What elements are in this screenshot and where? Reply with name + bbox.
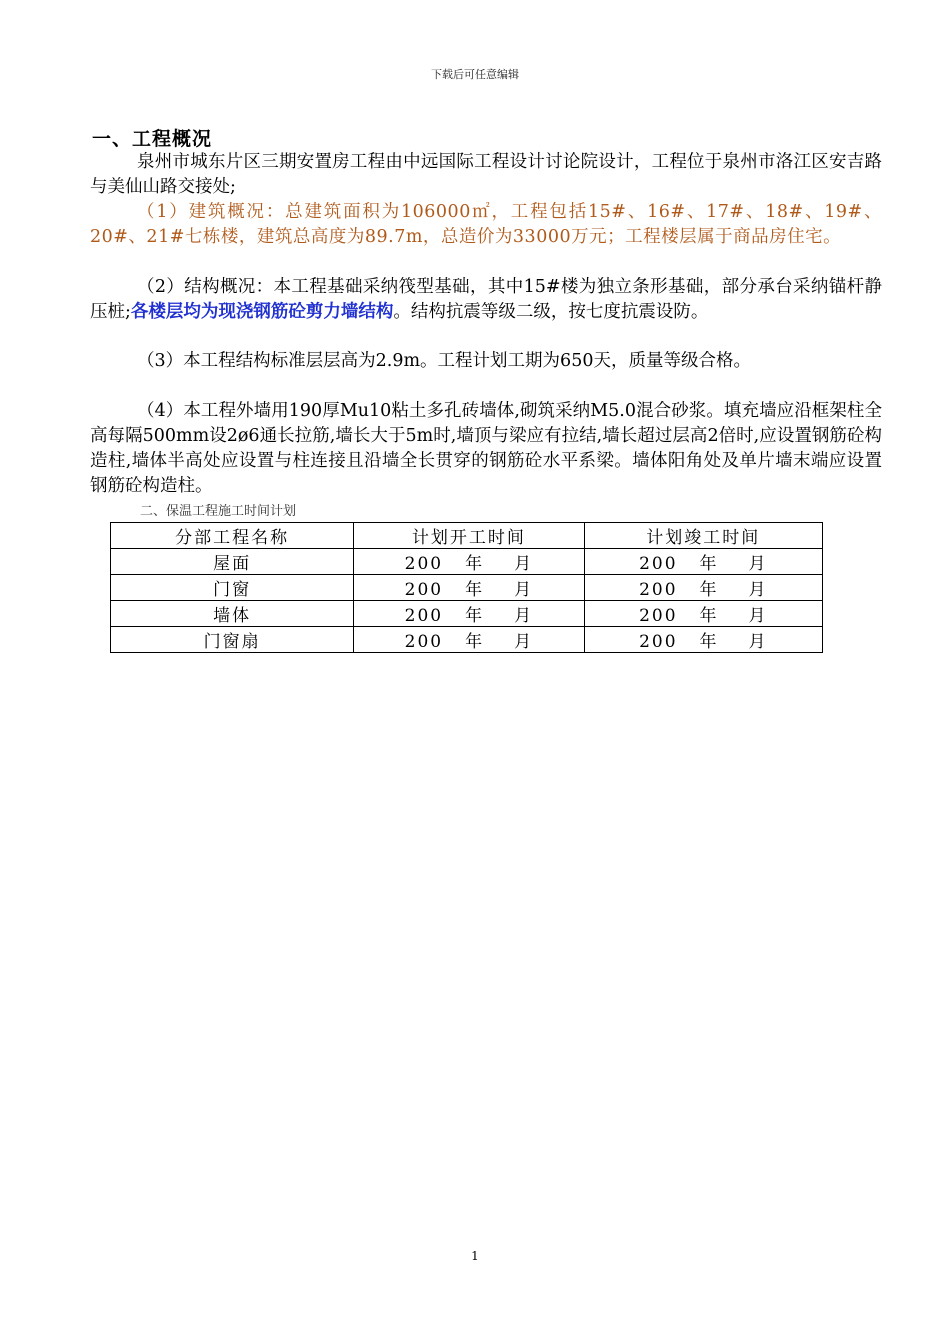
end-year: 200: [639, 632, 678, 652]
start-date-cell: [354, 627, 584, 653]
structure-text-after: 。结构抗震等级二级，按七度抗震设防。: [393, 302, 709, 322]
start-month-unit: 月: [514, 632, 534, 652]
architecture-overview-paragraph: （1）建筑概况：总建筑面积为106000㎡，工程包括15#、16#、17#、18#、19#、20#、21#七栋楼，建筑总高度为89.7m，总造价为33000万元；工程楼层属于商品房住宅。: [90, 202, 882, 247]
schedule-table: [110, 522, 823, 653]
start-month-unit: 月: [514, 606, 534, 626]
end-year: 200: [639, 580, 678, 600]
structure-highlight-text: 各楼层均为现浇钢筋砼剪力墙结构: [130, 302, 394, 322]
start-date-cell: [354, 549, 584, 575]
row-name-cell: 门窗扇: [111, 627, 354, 653]
end-year: 200: [639, 554, 678, 574]
floor-height-paragraph: （3）本工程结构标准层层高为2.9m。工程计划工期为650天，质量等级合格。: [137, 351, 751, 371]
end-month-unit: 月: [748, 606, 768, 626]
start-year-unit: 年: [465, 632, 485, 652]
start-year-unit: 年: [465, 580, 485, 600]
end-year: 200: [639, 606, 678, 626]
end-date-cell: [584, 601, 822, 627]
section-title: 一、工程概况: [92, 128, 213, 150]
end-month-unit: 月: [748, 632, 768, 652]
end-year-unit: 年: [699, 632, 719, 652]
start-year: 200: [404, 606, 444, 626]
header-note: 下载后可任意编辑: [431, 68, 519, 81]
exterior-wall-paragraph: （4）本工程外墙用190厚Mu10粘土多孔砖墙体,砌筑采纳M5.0混合砂浆。填充墙应沿框架柱全高每隔500mm设2ø6通长拉筋,墙长大于5m时,墙顶与梁应有拉结,墙长超过层高2倍时,应设置钢筋砼构造柱,墙体半高处应设置与柱连接且沿墙全长贯穿的钢筋砼水平系梁。墙体阳角处及单片墙末端应设置钢筋砼构造柱。: [90, 401, 882, 496]
start-year-unit: 年: [465, 606, 485, 626]
structure-text-before: （2）结构概况：本工程基础采纳筏型基础，其中15#楼为独立条形基础，部分承台采纳锚杆静压桩;: [90, 277, 882, 322]
structure-overview-paragraph: [90, 275, 882, 325]
start-month-unit: 月: [514, 580, 534, 600]
table-row: [111, 549, 823, 575]
header-cell-name: 分部工程名称: [111, 523, 354, 549]
end-date-cell: [584, 575, 822, 601]
row-name-cell: 门窗: [111, 575, 354, 601]
end-month-unit: 月: [748, 580, 768, 600]
end-year-unit: 年: [699, 580, 719, 600]
end-year-unit: 年: [699, 606, 719, 626]
table-row: [111, 627, 823, 653]
start-date-cell: [354, 575, 584, 601]
start-month-unit: 月: [514, 554, 534, 574]
page-number: 1: [471, 1249, 479, 1263]
start-year: 200: [404, 580, 444, 600]
row-name-cell: 屋面: [111, 549, 354, 575]
end-date-cell: [584, 549, 822, 575]
schedule-header-row: [111, 523, 823, 549]
end-year-unit: 年: [699, 554, 719, 574]
header-cell-end: 计划竣工时间: [584, 523, 822, 549]
table-row: [111, 601, 823, 627]
end-date-cell: [584, 627, 822, 653]
start-year: 200: [404, 554, 444, 574]
header-cell-start: 计划开工时间: [354, 523, 584, 549]
intro-paragraph: 泉州市城东片区三期安置房工程由中远国际工程设计讨论院设计，工程位于泉州市洛江区安吉路与美仙山路交接处;: [90, 152, 882, 197]
table-row: [111, 575, 823, 601]
start-date-cell: [354, 601, 584, 627]
start-year: 200: [404, 632, 444, 652]
row-name-cell: 墙体: [111, 601, 354, 627]
start-year-unit: 年: [465, 554, 485, 574]
end-month-unit: 月: [748, 554, 768, 574]
schedule-title: 二、保温工程施工时间计划: [140, 504, 297, 519]
